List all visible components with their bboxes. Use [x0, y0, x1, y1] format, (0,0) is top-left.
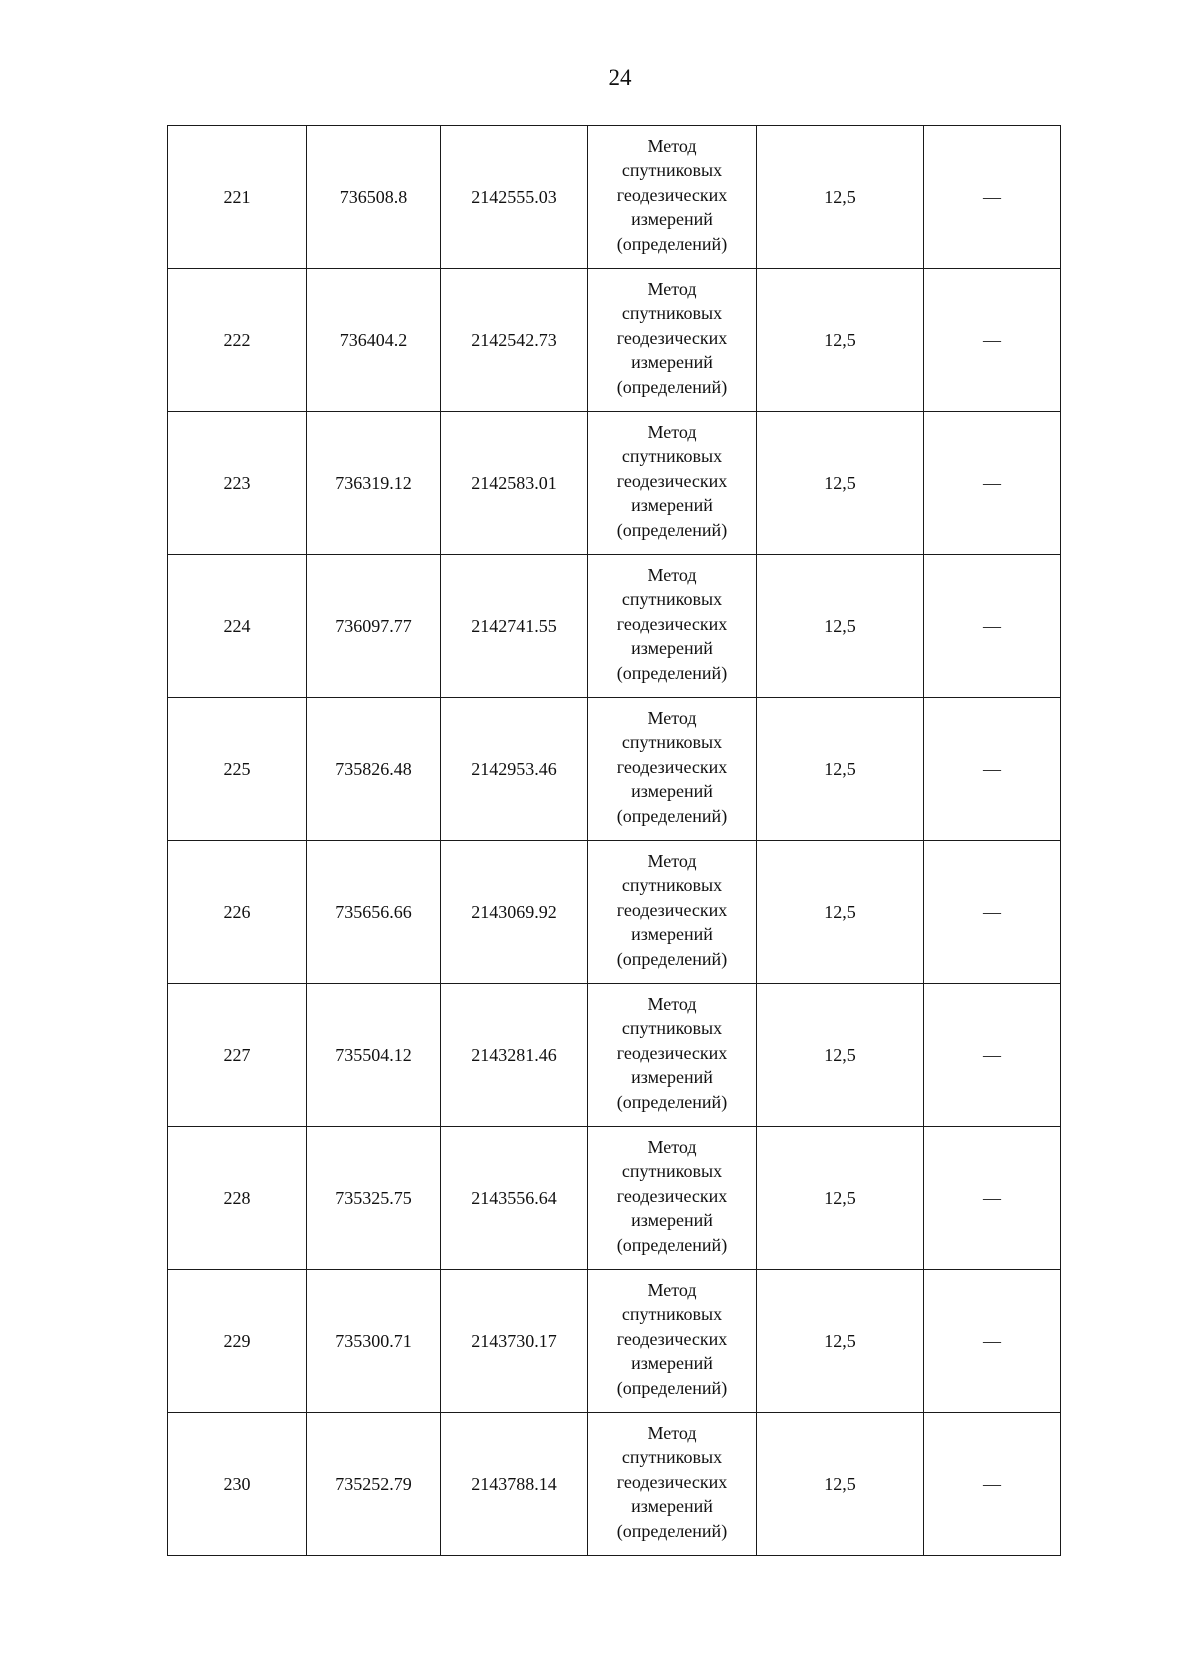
method-text-line: геодезических	[616, 613, 728, 634]
method-text-line: Метод	[647, 1422, 697, 1443]
table-row	[168, 1127, 1061, 1270]
table-row	[168, 1270, 1061, 1413]
x-coordinate-cell: 736508.8	[307, 126, 441, 269]
method-text-line: (определений)	[616, 805, 728, 826]
method-text-line: спутниковых	[621, 1304, 723, 1325]
method-cell	[588, 1413, 757, 1556]
table-row	[168, 412, 1061, 555]
note-cell: —	[924, 698, 1061, 841]
accuracy-cell: 12,5	[757, 126, 924, 269]
method-text-line: спутниковых	[621, 446, 723, 467]
method-text-line: геодезических	[616, 184, 728, 205]
accuracy-cell: 12,5	[757, 1270, 924, 1413]
method-text-line: измерений	[631, 638, 713, 659]
method-text-line: измерений	[631, 352, 713, 373]
method-text-line: измерений	[631, 781, 713, 802]
method-text-line: спутниковых	[621, 875, 723, 896]
method-text-line: (определений)	[616, 948, 728, 969]
table-row	[168, 126, 1061, 269]
x-coordinate-cell: 735656.66	[307, 841, 441, 984]
note-cell: —	[924, 555, 1061, 698]
method-text-line: измерений	[631, 1067, 713, 1088]
note-cell: —	[924, 1127, 1061, 1270]
x-coordinate-cell: 735325.75	[307, 1127, 441, 1270]
y-coordinate-cell: 2143281.46	[441, 984, 588, 1127]
note-cell: —	[924, 269, 1061, 412]
coordinates-table	[167, 125, 1061, 1556]
method-text-line: спутниковых	[621, 1018, 723, 1039]
method-text-line: геодезических	[616, 1042, 728, 1063]
x-coordinate-cell: 736097.77	[307, 555, 441, 698]
note-cell: —	[924, 126, 1061, 269]
y-coordinate-cell: 2142542.73	[441, 269, 588, 412]
method-text-line: геодезических	[616, 756, 728, 777]
method-text-line: (определений)	[616, 519, 728, 540]
method-text-line: Метод	[647, 850, 697, 871]
point-number-cell: 223	[168, 412, 307, 555]
table-body	[168, 126, 1061, 1556]
method-text-line: (определений)	[616, 1234, 728, 1255]
method-text-line: Метод	[647, 135, 697, 156]
method-cell	[588, 1127, 757, 1270]
accuracy-cell: 12,5	[757, 841, 924, 984]
method-text-line: измерений	[631, 1496, 713, 1517]
point-number-cell: 228	[168, 1127, 307, 1270]
note-cell: —	[924, 412, 1061, 555]
accuracy-cell: 12,5	[757, 984, 924, 1127]
method-text-line: геодезических	[616, 327, 728, 348]
method-text-line: геодезических	[616, 1471, 728, 1492]
method-text-line: измерений	[631, 1210, 713, 1231]
method-text-line: Метод	[647, 421, 697, 442]
table-row	[168, 269, 1061, 412]
note-cell: —	[924, 841, 1061, 984]
note-cell: —	[924, 1413, 1061, 1556]
y-coordinate-cell: 2142583.01	[441, 412, 588, 555]
method-text-line: Метод	[647, 707, 697, 728]
x-coordinate-cell: 735504.12	[307, 984, 441, 1127]
table-row	[168, 984, 1061, 1127]
method-text-line: (определений)	[616, 1377, 728, 1398]
method-text-line: спутниковых	[621, 589, 723, 610]
table-row	[168, 841, 1061, 984]
method-text-line: Метод	[647, 278, 697, 299]
method-cell	[588, 984, 757, 1127]
method-cell	[588, 126, 757, 269]
point-number-cell: 230	[168, 1413, 307, 1556]
y-coordinate-cell: 2142555.03	[441, 126, 588, 269]
point-number-cell: 226	[168, 841, 307, 984]
method-text-line: геодезических	[616, 899, 728, 920]
accuracy-cell: 12,5	[757, 1127, 924, 1270]
method-text-line: (определений)	[616, 233, 728, 254]
y-coordinate-cell: 2143788.14	[441, 1413, 588, 1556]
note-cell: —	[924, 1270, 1061, 1413]
method-text-line: геодезических	[616, 1328, 728, 1349]
accuracy-cell: 12,5	[757, 269, 924, 412]
x-coordinate-cell: 736319.12	[307, 412, 441, 555]
method-text-line: (определений)	[616, 662, 728, 683]
method-text-line: (определений)	[616, 376, 728, 397]
y-coordinate-cell: 2143730.17	[441, 1270, 588, 1413]
y-coordinate-cell: 2143556.64	[441, 1127, 588, 1270]
method-cell	[588, 412, 757, 555]
accuracy-cell: 12,5	[757, 1413, 924, 1556]
method-text-line: спутниковых	[621, 1447, 723, 1468]
point-number-cell: 222	[168, 269, 307, 412]
x-coordinate-cell: 735252.79	[307, 1413, 441, 1556]
method-text-line: спутниковых	[621, 160, 723, 181]
method-text-line: измерений	[631, 209, 713, 230]
method-text-line: Метод	[647, 564, 697, 585]
method-cell	[588, 1270, 757, 1413]
y-coordinate-cell: 2143069.92	[441, 841, 588, 984]
method-text-line: геодезических	[616, 470, 728, 491]
point-number-cell: 227	[168, 984, 307, 1127]
method-cell	[588, 555, 757, 698]
method-text-line: Метод	[647, 1279, 697, 1300]
accuracy-cell: 12,5	[757, 412, 924, 555]
note-cell: —	[924, 984, 1061, 1127]
accuracy-cell: 12,5	[757, 555, 924, 698]
accuracy-cell: 12,5	[757, 698, 924, 841]
method-text-line: спутниковых	[621, 1161, 723, 1182]
method-cell	[588, 269, 757, 412]
method-text-line: геодезических	[616, 1185, 728, 1206]
method-text-line: Метод	[647, 1136, 697, 1157]
y-coordinate-cell: 2142741.55	[441, 555, 588, 698]
method-text-line: спутниковых	[621, 732, 723, 753]
method-text-line: (определений)	[616, 1091, 728, 1112]
method-text-line: измерений	[631, 495, 713, 516]
x-coordinate-cell: 735826.48	[307, 698, 441, 841]
method-text-line: (определений)	[616, 1520, 728, 1541]
x-coordinate-cell: 735300.71	[307, 1270, 441, 1413]
table-row	[168, 698, 1061, 841]
method-cell	[588, 698, 757, 841]
table-row	[168, 1413, 1061, 1556]
point-number-cell: 225	[168, 698, 307, 841]
x-coordinate-cell: 736404.2	[307, 269, 441, 412]
table-row	[168, 555, 1061, 698]
method-text-line: спутниковых	[621, 303, 723, 324]
method-cell	[588, 841, 757, 984]
method-text-line: измерений	[631, 924, 713, 945]
page-number: 24	[608, 65, 632, 90]
point-number-cell: 224	[168, 555, 307, 698]
point-number-cell: 229	[168, 1270, 307, 1413]
method-text-line: измерений	[631, 1353, 713, 1374]
y-coordinate-cell: 2142953.46	[441, 698, 588, 841]
point-number-cell: 221	[168, 126, 307, 269]
method-text-line: Метод	[647, 993, 697, 1014]
